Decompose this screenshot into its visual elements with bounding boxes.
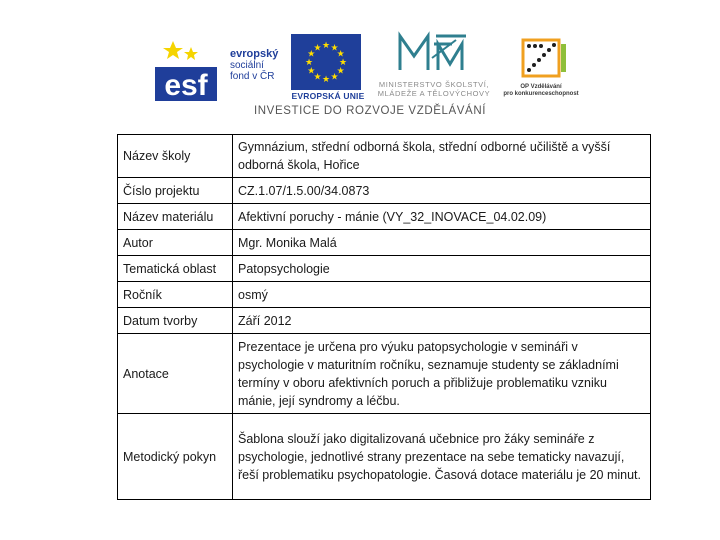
svg-text:★: ★ (338, 58, 348, 68)
row-value: Září 2012 (233, 308, 651, 334)
row-label: Anotace (118, 334, 233, 414)
row-label: Autor (118, 230, 233, 256)
row-value: CZ.1.07/1.5.00/34.0873 (233, 178, 651, 204)
op-emblem-icon (505, 36, 577, 82)
row-label: Název školy (118, 135, 233, 178)
esf-text (230, 49, 278, 82)
svg-text:★: ★ (336, 49, 345, 60)
msmt-text (368, 80, 500, 98)
row-value: Prezentace je určena pro výuku patopsychologie v semináři v psychologie v maturitním ročníku, seznamuje studenty se základními termíny v oboru afektivních poruch a přibližuje problematiku vzniku mánie, její syndromy a léčbu. (233, 334, 651, 414)
esf-line2: sociální (230, 60, 264, 71)
table-row (118, 204, 651, 230)
logo-band (150, 28, 590, 128)
svg-text:★: ★ (321, 41, 331, 51)
row-label: Datum tvorby (118, 308, 233, 334)
esf-line1: evropský (230, 48, 279, 60)
esf-line3: fond v ČR (230, 71, 275, 82)
op-line2: pro konkurenceschopnost (503, 91, 579, 97)
row-value: Gymnázium, střední odborná škola, střední odborné učiliště a vyšší odborná škola, Hořice (233, 135, 651, 178)
table-row (118, 308, 651, 334)
metadata-table-body (118, 135, 651, 500)
eu-label: EVROPSKÁ UNIE (291, 91, 365, 101)
row-label: Číslo projektu (118, 178, 233, 204)
table-row (118, 256, 651, 282)
op-logo (505, 36, 577, 106)
eu-flag-icon (291, 34, 361, 90)
svg-text:esf: esf (164, 69, 208, 101)
metadata-table (117, 134, 651, 500)
msmt-emblem-icon (368, 30, 498, 80)
row-label: Název materiálu (118, 204, 233, 230)
table-row (118, 282, 651, 308)
eu-logo (288, 34, 364, 104)
svg-text:★: ★ (307, 49, 316, 60)
svg-text:★: ★ (336, 66, 345, 77)
svg-text:★: ★ (330, 72, 339, 83)
op-line1: OP Vzdělávání (520, 84, 562, 90)
svg-text:★: ★ (313, 72, 322, 83)
op-text (501, 84, 581, 98)
table-row (118, 135, 651, 178)
row-value: Afektivní poruchy - mánie (VY_32_INOVACE_04.02.09) (233, 204, 651, 230)
msmt-line1: MINISTERSTVO ŠKOLSTVÍ, (378, 80, 490, 89)
msmt-logo (368, 30, 498, 106)
row-label: Metodický pokyn (118, 414, 233, 500)
row-label: Tematická oblast (118, 256, 233, 282)
row-value: Mgr. Monika Malá (233, 230, 651, 256)
esf-logo (155, 33, 279, 103)
row-value: osmý (233, 282, 651, 308)
row-label: Ročník (118, 282, 233, 308)
row-value: Šablona slouží jako digitalizovaná učebnice pro žáky semináře z psychologie, jednotlivé strany prezentace na sebe tematicky navazují, řeší problematiku psychopatologie. Časová dotace materiálu je 20 minut. (233, 414, 651, 500)
svg-text:★: ★ (313, 43, 322, 54)
esf-emblem-icon (155, 33, 217, 101)
row-value: Patopsychologie (233, 256, 651, 282)
msmt-line2: MLÁDEŽE A TĚLOVÝCHOVY (377, 89, 491, 98)
tagline: INVESTICE DO ROZVOJE VZDĚLÁVÁNÍ (253, 105, 487, 117)
table-row (118, 230, 651, 256)
svg-text:★: ★ (304, 58, 314, 68)
svg-text:★: ★ (307, 66, 316, 77)
svg-text:★: ★ (330, 43, 339, 54)
table-row (118, 334, 651, 414)
table-row (118, 414, 651, 500)
table-row (118, 178, 651, 204)
svg-text:★: ★ (321, 75, 331, 85)
